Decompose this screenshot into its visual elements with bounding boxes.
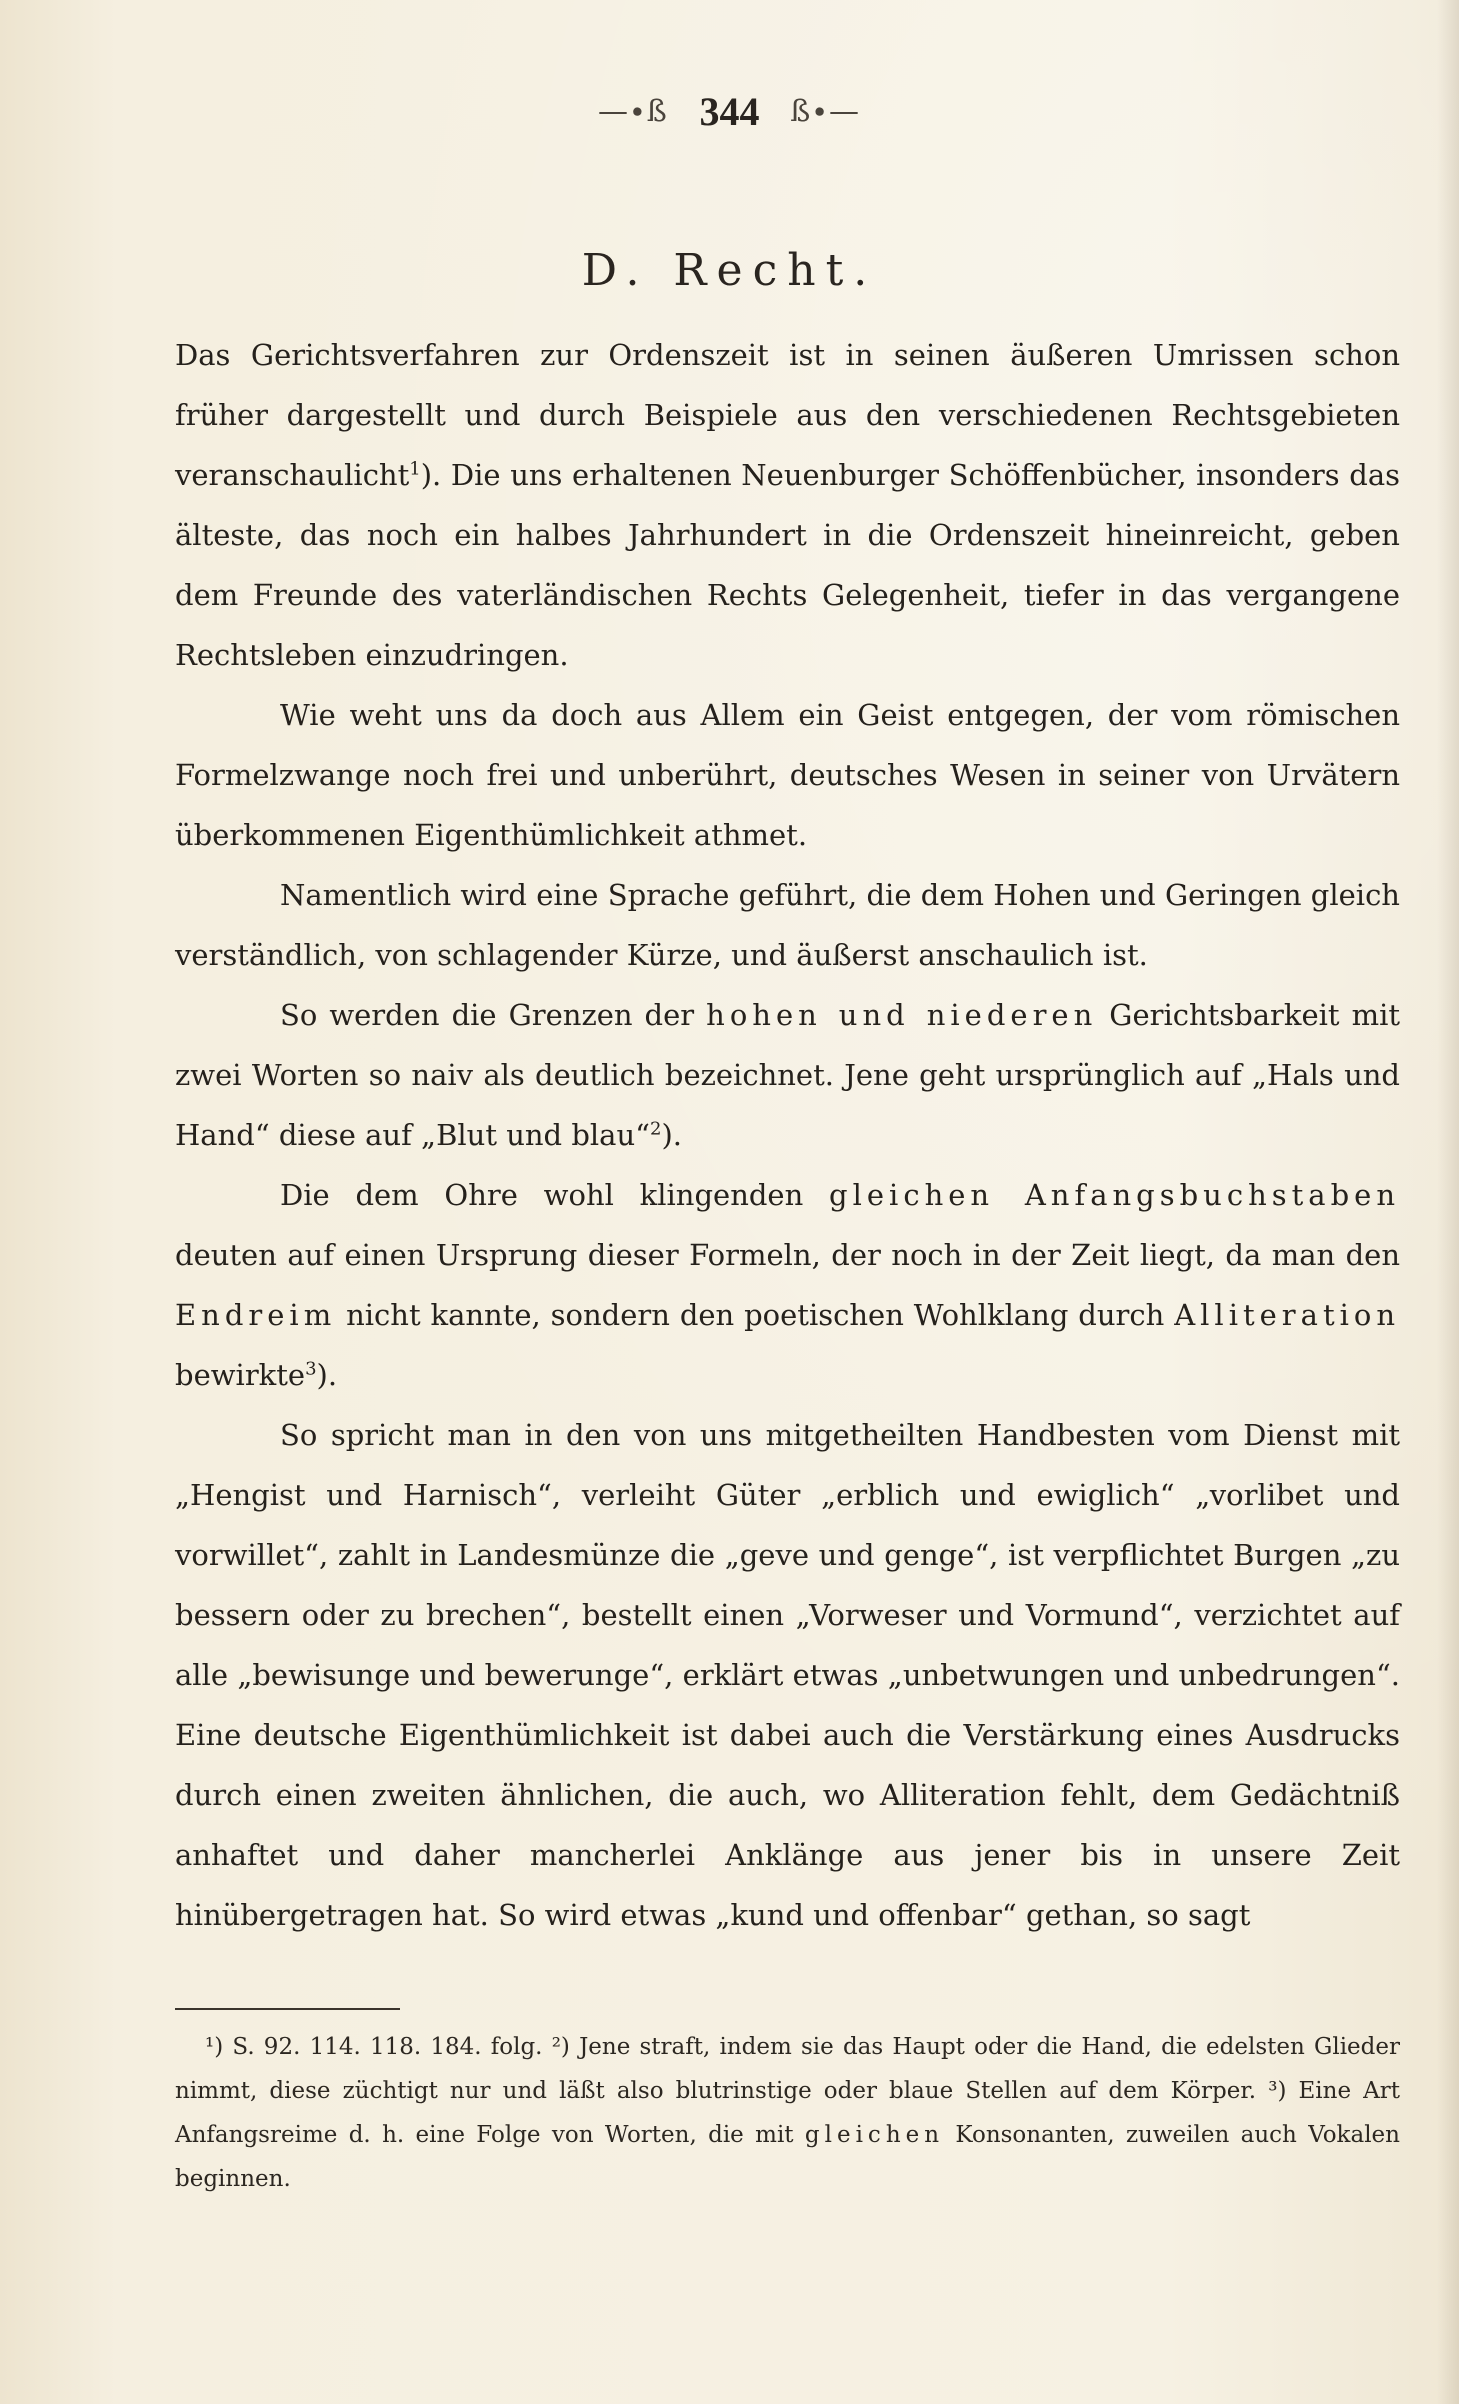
header-ornament-left: —∙ß (598, 94, 669, 129)
footnotes (175, 2025, 1400, 2201)
spaced-emphasis: hohen und niederen (706, 998, 1098, 1032)
paragraph: So werden die Grenzen der hohen und niederen Gerichtsbarkeit mit zwei Worten so naiv als deutlich bezeichnet. Jene geht ursprünglich auf „Hals und Hand“ diese auf „Blut und blau“$^2$). (175, 998, 1401, 1152)
paragraph: So spricht man in den von uns mitgetheilten Handbesten vom Dienst mit „Hengist und Harnisch“, verleiht Güter „erblich und ewiglich“ „vorlibet und vorwillet“, zahlt in Landesmünze die „geve und genge“, ist verpflichtet Burgen „zu bessern oder zu brechen“, bestellt einen „Vorweser und Vormund“, verzichtet auf alle „bewisunge und bewerunge“, erklärt etwas „unbetwungen und unbedrungen“. Eine deutsche Eigenthümlichkeit ist dabei auch die Verstärkung eines Ausdrucks durch einen zweiten ähnlichen, die auch, wo Alliteration fehlt, dem Gedächtniß anhaftet und daher mancherlei Anklänge aus jener bis in unsere Zeit hinübergetragen hat. So wird etwas „kund und offenbar“ gethan, so sagt (175, 1418, 1400, 1932)
paragraph: Wie weht uns da doch aus Allem ein Geist entgegen, der vom römischen Formelzwange noch frei und unberührt, deutsches Wesen in seiner von Urvätern überkommenen Eigenthümlichkeit athmet. (175, 698, 1400, 852)
footnote-ref: 1 (409, 458, 421, 480)
footnote-ref: 2 (649, 1118, 662, 1140)
paragraph: Namentlich wird eine Sprache geführt, die dem Hohen und Geringen gleich verständlich, von schlagender Kürze, und äußerst anschaulich ist. (175, 878, 1400, 972)
spaced-emphasis: Alliteration (1174, 1298, 1401, 1332)
footnote-2: ²) Jene straft, indem sie das Haupt oder die Hand, die edelsten Glieder nimmt, diese züchtigt nur und läßt also blutrinstige oder blaue Stellen auf dem Körper. (175, 2034, 1400, 2104)
footnote-1: ¹) S. 92. 114. 118. 184. folg. (205, 2034, 543, 2060)
spaced-emphasis: Endreim (175, 1298, 337, 1332)
body-text (175, 325, 1400, 1945)
footnote-divider (175, 2008, 400, 2010)
page-header (0, 88, 1459, 135)
header-ornament-right: ß∙— (790, 94, 861, 129)
page-edge-shadow (1437, 0, 1459, 2404)
footnote-ref: 3 (305, 1358, 317, 1380)
footnote-3: ³) Eine Art Anfangsreime d. h. eine Folge von Worten, die mit gleichen Konsonanten, zuweilen auch Vokalen beginnen. (175, 2078, 1401, 2192)
paragraph: Die dem Ohre wohl klingenden gleichen Anfangsbuchstaben deuten auf einen Ursprung dieser Formeln, der noch in der Zeit liegt, da man den Endreim nicht kannte, sondern den poetischen Wohlklang durch Alliteration bewirkte$^3$). (175, 1178, 1401, 1392)
spaced-emphasis: gleichen Anfangsbuchstaben (829, 1178, 1400, 1212)
paragraph: Das Gerichtsverfahren zur Ordenszeit ist in seinen äußeren Umrissen schon früher dargestellt und durch Beispiele aus den verschiedenen Rechtsgebieten veranschaulicht$^1$). Die uns erhaltenen Neuenburger Schöffenbücher, insonders das älteste, das noch ein halbes Jahrhundert in die Ordenszeit hineinreicht, geben dem Freunde des vaterländischen Rechts Gelegenheit, tiefer in das vergangene Rechtsleben einzudringen. (175, 338, 1400, 672)
page-number: 344 (699, 89, 760, 134)
section-title: D. Recht. (581, 245, 878, 296)
